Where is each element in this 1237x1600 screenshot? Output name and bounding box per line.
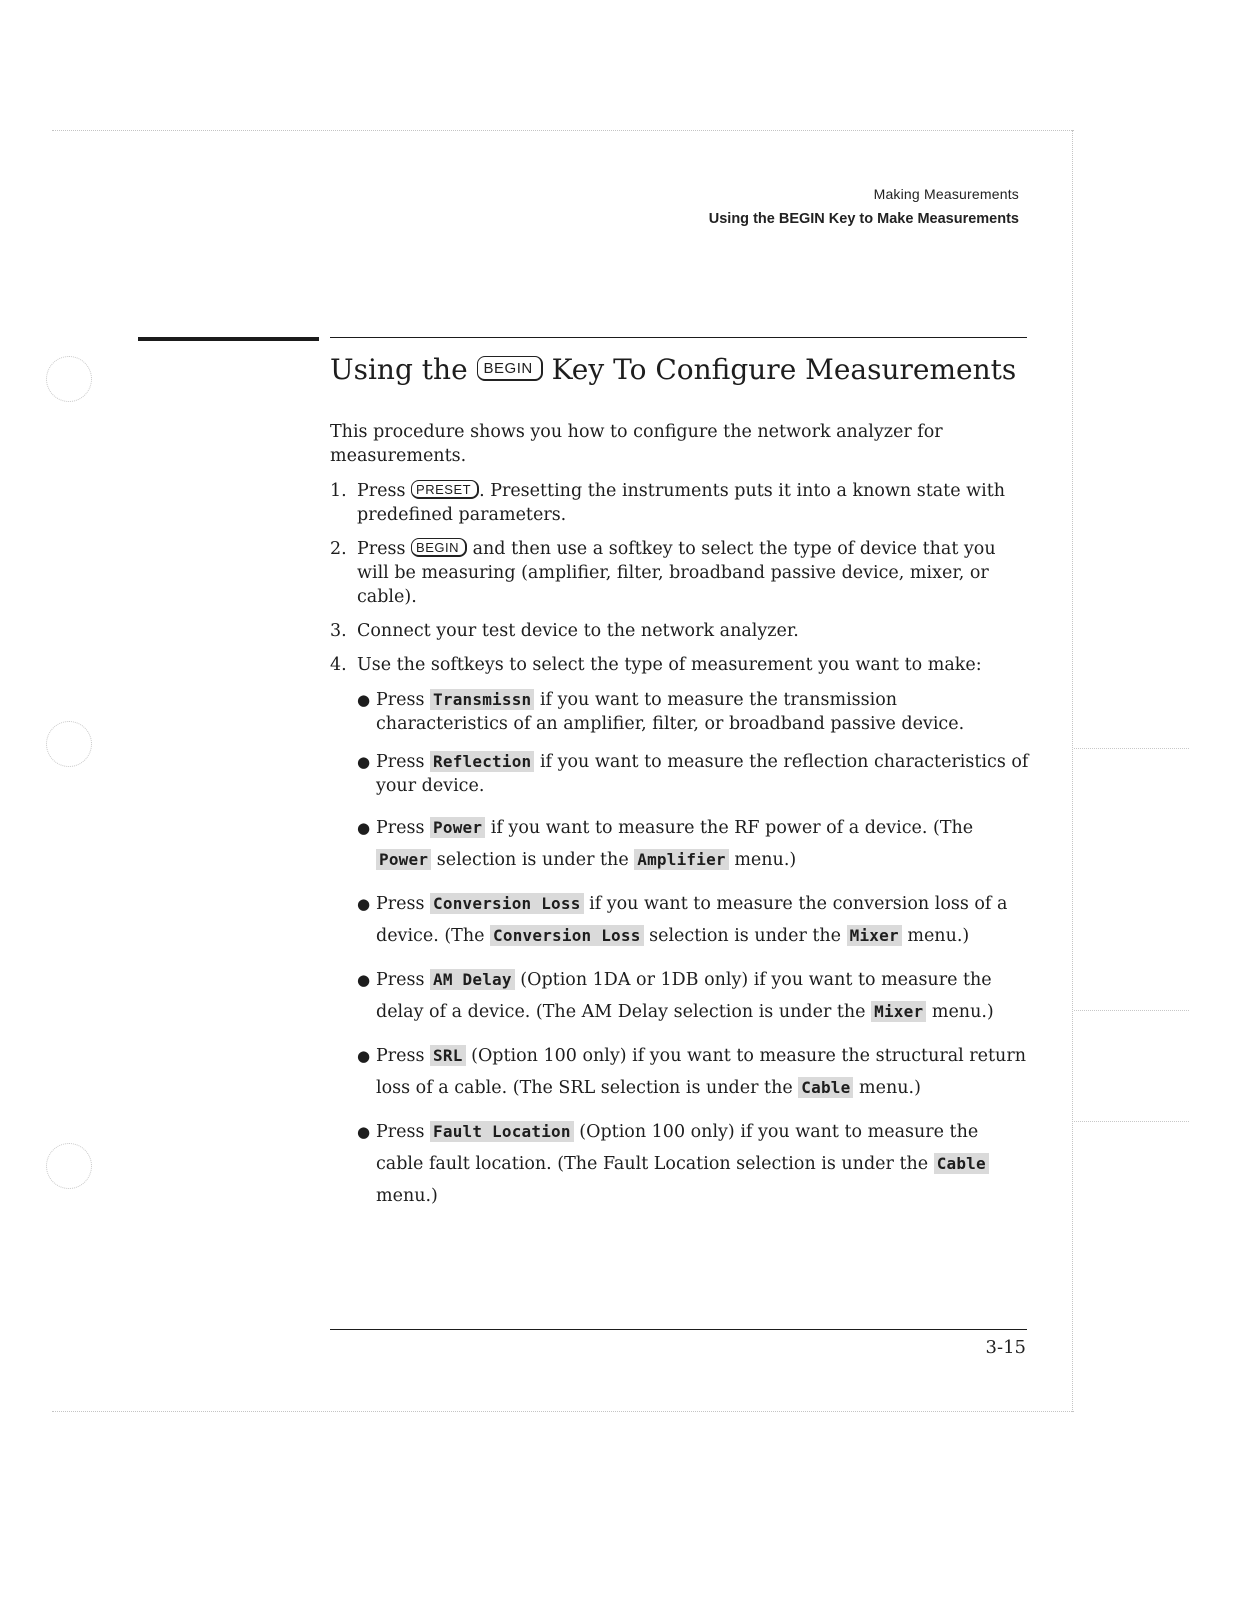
measurement-options xyxy=(357,688,1030,1212)
bullet-text: menu.) xyxy=(931,1002,994,1022)
softkey-transmissn: Transmissn xyxy=(430,689,534,710)
bullet-text: menu.) xyxy=(859,1078,921,1098)
softkey-srl: SRL xyxy=(430,1045,466,1066)
step-number: 2. xyxy=(330,539,347,559)
chapter-title: Making Measurements xyxy=(873,186,1019,202)
bullet-text: Press xyxy=(376,818,425,838)
step-text: . Presetting the instruments puts it into a known state with predefined parameters. xyxy=(357,481,1005,525)
bullet-text: Press xyxy=(376,752,425,772)
bullet-text: (Option 100 only) if you want to measure the cable fault location. (The Fault Location selection is under the xyxy=(376,1122,979,1174)
softkey-amplifier: Amplifier xyxy=(634,849,729,870)
list-item xyxy=(357,812,1030,876)
bullet-text: (Option 100 only) if you want to measure the structural return loss of a cable. (The SRL selection is under the xyxy=(376,1046,1026,1098)
list-item xyxy=(330,479,1030,527)
heading-text-post: Key To Configure Measurements xyxy=(551,353,1017,386)
bullet-text: if you want to measure the transmission characteristics of an amplifier, filter, or broadband passive device. xyxy=(376,690,965,734)
intro-paragraph: This procedure shows you how to configure the network analyzer for measurements. xyxy=(330,422,943,466)
list-item xyxy=(330,537,1030,609)
bullet-icon: ● xyxy=(357,1123,371,1141)
list-item xyxy=(357,688,1030,736)
list-item xyxy=(330,619,1030,643)
procedure-body xyxy=(330,420,1030,1224)
procedure-steps xyxy=(330,479,1030,1212)
softkey-cable: Cable xyxy=(798,1077,853,1098)
bullet-text: (Option 1DA or 1DB only) if you want to measure the delay of a device. (The AM Delay selection is under the xyxy=(376,970,992,1022)
margin-tick xyxy=(1074,1010,1189,1011)
softkey-reflection: Reflection xyxy=(430,751,534,772)
footer-rule xyxy=(330,1329,1027,1330)
bullet-icon: ● xyxy=(357,895,371,913)
list-item xyxy=(357,750,1030,798)
page-number: 3-15 xyxy=(985,1337,1026,1358)
bullet-text: if you want to measure the conversion loss of a device. (The xyxy=(376,894,1008,946)
bullet-text: selection is under the xyxy=(649,926,842,946)
step-number: 4. xyxy=(330,655,347,675)
page-border-top xyxy=(52,130,1074,131)
bullet-icon: ● xyxy=(357,819,371,837)
softkey-conversion-loss: Conversion Loss xyxy=(430,893,584,914)
heading-text-pre: Using the xyxy=(330,353,468,386)
bullet-text: menu.) xyxy=(907,926,970,946)
list-item xyxy=(357,1040,1030,1104)
softkey-fault-location: Fault Location xyxy=(430,1121,574,1142)
bullet-icon: ● xyxy=(357,1047,371,1065)
begin-key-icon: BEGIN xyxy=(477,356,543,381)
section-rule-thick xyxy=(138,337,319,341)
bullet-icon: ● xyxy=(357,971,371,989)
step-number: 3. xyxy=(330,621,347,641)
punch-hole xyxy=(46,1143,92,1189)
margin-tick xyxy=(1074,748,1189,749)
page-border-right xyxy=(1072,130,1073,1412)
step-text: Connect your test device to the network analyzer. xyxy=(357,621,799,641)
punch-hole xyxy=(46,721,92,767)
bullet-icon: ● xyxy=(357,691,371,709)
section-rule-thin xyxy=(330,337,1027,338)
bullet-text: menu.) xyxy=(734,850,797,870)
bullet-text: if you want to measure the reflection characteristics of your device. xyxy=(376,752,1029,796)
bullet-text: Press xyxy=(376,690,425,710)
softkey-am-delay: AM Delay xyxy=(430,969,515,990)
list-item xyxy=(357,1116,1030,1212)
page-heading xyxy=(330,353,1016,386)
bullet-text: if you want to measure the RF power of a device. (The xyxy=(490,818,974,838)
bullet-icon: ● xyxy=(357,753,371,771)
bullet-text: Press xyxy=(376,970,425,990)
softkey-power: Power xyxy=(376,849,431,870)
list-item xyxy=(330,653,1030,1212)
step-text: Press xyxy=(357,539,406,559)
bullet-text: Press xyxy=(376,1046,425,1066)
softkey-conversion-loss: Conversion Loss xyxy=(490,925,644,946)
list-item xyxy=(357,964,1030,1028)
begin-key-icon: BEGIN xyxy=(411,538,467,557)
running-head xyxy=(709,186,1019,227)
softkey-mixer: Mixer xyxy=(847,925,902,946)
punch-hole xyxy=(46,356,92,402)
step-text: and then use a softkey to select the type of device that you will be measuring (amplifier, filter, broadband passive device, mixer, or cable). xyxy=(357,539,996,607)
list-item xyxy=(357,888,1030,952)
softkey-mixer: Mixer xyxy=(871,1001,926,1022)
preset-key-icon: PRESET xyxy=(411,480,479,499)
softkey-power: Power xyxy=(430,817,485,838)
page-border-bottom xyxy=(52,1411,1074,1412)
step-text: Use the softkeys to select the type of measurement you want to make: xyxy=(357,655,982,675)
bullet-text: selection is under the xyxy=(436,850,629,870)
margin-tick xyxy=(1074,1121,1189,1122)
step-number: 1. xyxy=(330,481,347,501)
softkey-cable: Cable xyxy=(934,1153,989,1174)
bullet-text: Press xyxy=(376,1122,425,1142)
step-text: Press xyxy=(357,481,406,501)
bullet-text: menu.) xyxy=(376,1186,438,1206)
bullet-text: Press xyxy=(376,894,425,914)
section-title: Using the BEGIN Key to Make Measurements xyxy=(708,211,1019,227)
